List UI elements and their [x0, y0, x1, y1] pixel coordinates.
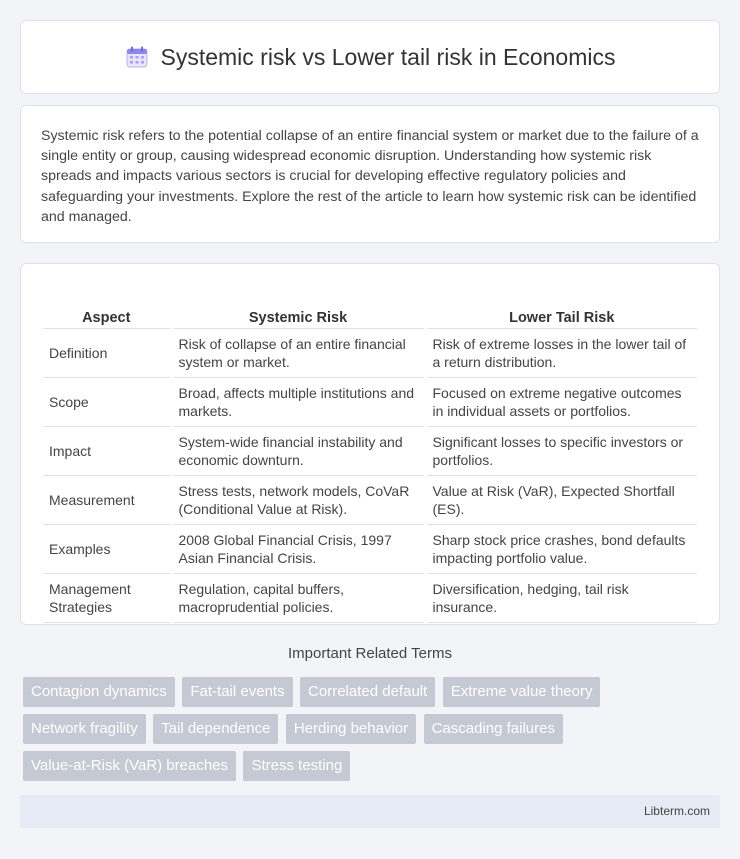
table-row [43, 328, 697, 377]
table-cell: Sharp stock price crashes, bond defaults impacting portfolio value. [425, 524, 697, 573]
table-row [43, 426, 697, 475]
table-cell: Management Strategies [43, 573, 171, 622]
table-row [43, 475, 697, 524]
comparison-table-card [20, 263, 720, 625]
table-cell: Scope [43, 377, 171, 426]
footer [20, 795, 720, 828]
related-term-tag[interactable]: Tail dependence [153, 714, 278, 744]
related-term-tag[interactable]: Network fragility [23, 714, 146, 744]
table-cell: Stress tests, network models, CoVaR (Conditional Value at Risk). [171, 475, 425, 524]
table-row [43, 377, 697, 426]
table-cell: Significant losses to specific investors or portfolios. [425, 426, 697, 475]
related-term-tag[interactable]: Stress testing [243, 751, 350, 781]
title-card [20, 20, 720, 94]
calendar-icon [125, 45, 149, 69]
related-term-tag[interactable]: Herding behavior [286, 714, 416, 744]
header-lower-tail-risk: Lower Tail Risk [425, 284, 697, 328]
intro-card [20, 105, 720, 243]
table-cell: Value at Risk (VaR), Expected Shortfall (ES). [425, 475, 697, 524]
footer-site-link[interactable]: Libterm.com [643, 804, 710, 818]
table-cell: Focused on extreme negative outcomes in individual assets or portfolios. [425, 377, 697, 426]
header-aspect: Aspect [43, 284, 171, 328]
intro-text: Systemic risk refers to the potential collapse of an entire financial system or market due to the failure of a single entity or group, causing widespread economic disruption. Understanding how systemic risk spreads and impacts various sectors is crucial for developing effective regulatory policies and safeguarding your investments. Explore the rest of the article to learn how systemic risk can be identified and managed. [41, 128, 699, 225]
related-term-tag[interactable]: Correlated default [300, 677, 435, 707]
table-cell: Definition [43, 328, 171, 377]
table-cell: Broad, affects multiple institutions and markets. [171, 377, 425, 426]
comparison-table [43, 284, 697, 623]
table-cell: Risk of extreme losses in the lower tail of a return distribution. [425, 328, 697, 377]
page-title: Systemic risk vs Lower tail risk in Economics [160, 43, 616, 70]
related-term-tag[interactable]: Extreme value theory [443, 677, 601, 707]
related-terms-list [23, 677, 723, 788]
table-cell: Regulation, capital buffers, macroprudential policies. [171, 573, 425, 622]
table-cell: Measurement [43, 475, 171, 524]
header-systemic-risk: Systemic Risk [171, 284, 425, 328]
related-term-tag[interactable]: Contagion dynamics [23, 677, 175, 707]
table-row [43, 573, 697, 622]
table-cell: Diversification, hedging, tail risk insurance. [425, 573, 697, 622]
related-term-tag[interactable]: Cascading failures [424, 714, 563, 744]
table-cell: Risk of collapse of an entire financial system or market. [171, 328, 425, 377]
table-cell: 2008 Global Financial Crisis, 1997 Asian Financial Crisis. [171, 524, 425, 573]
table-row [43, 524, 697, 573]
table-cell: Impact [43, 426, 171, 475]
table-cell: Examples [43, 524, 171, 573]
related-term-tag[interactable]: Value-at-Risk (VaR) breaches [23, 751, 236, 781]
related-term-tag[interactable]: Fat-tail events [182, 677, 292, 707]
table-header-row [43, 284, 697, 328]
related-terms-title: Important Related Terms [288, 645, 452, 662]
table-cell: System-wide financial instability and economic downturn. [171, 426, 425, 475]
